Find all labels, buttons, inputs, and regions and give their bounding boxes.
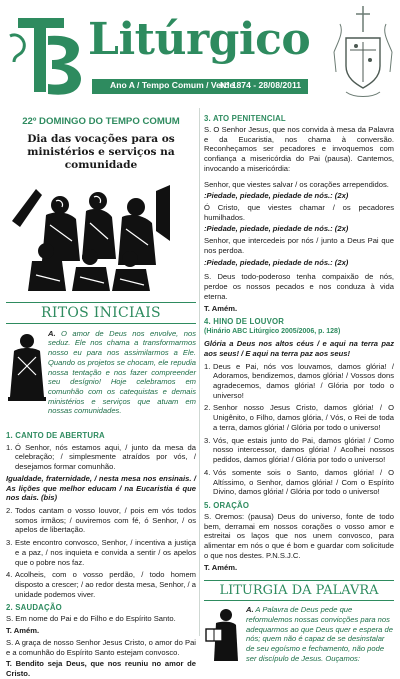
column-divider xyxy=(199,108,200,636)
hino-verse-2-text: Senhor nosso Jesus Cristo, damos glória! / O Unigênito, o Filho, damos glória, / Vós, o Rei de toda a terra, damos glória! / Glória por todo o universo! xyxy=(213,403,394,432)
coat-of-arms-logo xyxy=(330,2,396,102)
canto-abertura-heading: 1. CANTO DE ABERTURA xyxy=(6,430,105,440)
right-column xyxy=(204,110,394,669)
edition-bar xyxy=(92,79,308,94)
year-label: Ano A / Tempo Comum / Verde xyxy=(110,80,235,90)
ato-response-1: :Piedade, piedade, piedade de nós.: (2x) xyxy=(204,191,349,201)
canto-verse-3: 3. Este encontro convosco, Senhor, / incentiva a justiça e a paz, / nos inquieta e convida a sentir / os apelos que o pobre nos faz. xyxy=(6,538,196,567)
intro-commentary xyxy=(48,329,196,416)
oracao-response: T. Amém. xyxy=(204,562,238,572)
saudacao-line-2: T. Amém. xyxy=(6,626,40,636)
hino-reference: (Hinário ABC Litúrgico 2005/2006, p. 128) xyxy=(204,328,341,336)
masthead-title: Litúrgico xyxy=(88,14,311,65)
canto-verse-2: 2. Todos cantam o vosso louvor, / pois em vós todos somos irmãos; / ouviremos com fé, ó Senhor, / os apelos de libertação. xyxy=(6,506,196,535)
canto-verse-2-text: Todos cantam o vosso louvor, / pois em vós todos somos irmãos; / ouviremos com fé, ó Senhor, / os apelos de libertação. xyxy=(15,506,196,535)
ato-line-4: Senhor, que intercedeis por nós / junto a Deus Pai que nos perdoa. xyxy=(204,236,394,255)
saudacao-line-4: T. Bendito seja Deus, que nos reuniu no amor de Cristo. xyxy=(6,659,196,679)
oracao-text: S. Oremos: (pausa) Deus do universo, fonte de todo bem, derramai em nossos corações o vosso amor e estreitai os laços que nos unem convosco, para alimentar em nós o que é bom e guardar com solicitude o que nos destes. P.N.S.J.C. xyxy=(204,511,394,560)
ato-response-3: :Piedade, piedade, piedade de nós.: (2x) xyxy=(204,257,349,267)
hino-verse-1-text: Deus e Pai, nós vos louvamos, damos glória! / Adoramos, bendizemos, damos glória! / Vossos dons agradecemos, damos glória! / Glória por todo o universo! xyxy=(213,361,394,400)
woodcut-illustration xyxy=(6,181,174,293)
issue-label: Nº 1874 - 28/08/2011 xyxy=(220,80,302,90)
oracao-heading: 5. ORAÇÃO xyxy=(204,500,250,510)
masthead-header xyxy=(0,0,400,102)
tb-monogram-logo xyxy=(4,6,92,98)
intro-block xyxy=(6,329,196,427)
reader-figure-icon xyxy=(204,605,244,665)
liturgia-palavra-heading: LITURGIA DA PALAVRA xyxy=(204,580,394,601)
canto-refrain: Igualdade, fraternidade, / nesta mesa nos ensinais. / As lições que melhor educam / na Eucaristia é que nos dais. (bis) xyxy=(6,473,196,503)
hino-verse-4-text: Vós somente sois o Santo, damos glória! / O Altíssimo, o Senhor, damos glória! / Com o Espírito Divino, damos glória! / Glória por todo o universo! xyxy=(213,467,394,497)
hino-verse-4: 4. Vós somente sois o Santo, damos glória! / O Altíssimo, o Senhor, damos glória! / Com o Espírito Divino, damos glória! / Glória por todo o universo! xyxy=(204,467,394,497)
liturgia-speaker: A. xyxy=(246,605,254,615)
intro-text: O amor de Deus nos envolve, nos seduz. Ele nos chama a transformarmos nosso eu para nos assimilarmos a Ele. Quando os projetos se chocam, ele repudia nossa tentação e nos fazer compreender seu desígnio! Hoje celebramos em comunhão com os catequistas e demais ministérios e serviços que atuam em nossas comunidades. xyxy=(48,328,196,416)
hino-verse-1: 1. Deus e Pai, nós vos louvamos, damos glória! / Adoramos, bendizemos, damos glória! / Vossos dons agradecemos, damos glória! / Glória por todo o universo! xyxy=(204,361,394,400)
ato-line-2: Senhor, que viestes salvar / os corações arrependidos. xyxy=(204,179,389,189)
hino-verse-2: 2. Senhor nosso Jesus Cristo, damos glória! / O Unigênito, o Filho, damos glória, / Vós, o Rei de toda a terra, damos glória! / Glória por todo o universo! xyxy=(204,403,394,432)
liturgia-intro-block xyxy=(204,605,394,669)
hino-verse-3: 3. Vós, que estais junto do Pai, damos glória! / Como nosso intercessor, damos glória! / Acolhei nossos pedidos, damos glória! / Glória por todo o universo! xyxy=(204,435,394,465)
saudacao-heading: 2. SAUDAÇÃO xyxy=(6,603,62,613)
saudacao-line-1: S. Em nome do Pai e do Filho e do Espírito Santo. xyxy=(6,614,176,624)
hino-louvor-heading: 4. HINO DE LOUVOR xyxy=(204,317,285,327)
celebrant-figure-icon xyxy=(6,329,48,403)
hino-verse-3-text: Vós, que estais junto do Pai, damos glória! / Como nosso intercessor, damos glória! / Acolhei nossos pedidos, damos glória! / Glória por todo o universo! xyxy=(213,435,394,465)
canto-verse-4: 4. Acolheis, com o vosso perdão, / todo homem disposto a crescer; / ao redor desta mesa, Senhor, / a unidade podemos viver. xyxy=(6,570,196,599)
ato-response-2: :Piedade, piedade, piedade de nós.: (2x) xyxy=(204,224,349,234)
ato-line-6: T. Amém. xyxy=(204,303,238,313)
ato-penitencial-heading: 3. ATO PENITENCIAL xyxy=(204,114,286,123)
ritos-iniciais-heading: RITOS INICIAIS xyxy=(6,302,196,324)
sunday-heading: 22º DOMINGO DO TEMPO COMUM xyxy=(22,116,180,127)
saudacao-line-3: S. A graça de nosso Senhor Jesus Cristo, o amor do Pai e a comunhão do Espírito Santo estejam convosco. xyxy=(6,637,196,657)
canto-verse-3-text: Este encontro convosco, Senhor, / incentiva a justiça e a paz, / nos inquieta e convida a sentir / os apelos que o pobre nos faz. xyxy=(15,538,196,567)
ato-line-3: Ó Cristo, que viestes chamar / os pecadores humilhados. xyxy=(204,203,394,222)
canto-verse-1-text: Ó Senhor, nós estamos aqui, / junto da mesa da celebração; / simplesmente atraídos por vós, / desejamos formar comunhão. xyxy=(15,442,196,472)
theme-heading: Dia das vocações para os ministérios e serviços na comunidade xyxy=(27,133,175,172)
hino-refrain: Glória a Deus nos altos céus / e aqui na terra paz aos seus! / E aqui na terra paz aos seus! xyxy=(204,339,394,358)
intro-speaker: A. xyxy=(48,328,56,338)
left-column xyxy=(6,110,196,679)
liturgia-text: A Palavra de Deus pede que reformulemos nossas convicções para nos adequarmos ao que Deus quer e espera de nós; quem não é capaz de se desinstalar de seu egoísmo e fechamento, não pode ser discípulo de Jesus. Ouçamos: xyxy=(246,605,393,663)
liturgia-commentary xyxy=(246,605,394,663)
ato-line-5: S. Deus todo-poderoso tenha compaixão de nós, perdoe os nossos pecados e nos conduza à vida eterna. xyxy=(204,272,394,301)
canto-verse-4-text: Acolheis, com o vosso perdão, / todo homem disposto a crescer; / ao redor desta mesa, Senhor, / a unidade podemos viver. xyxy=(15,570,196,599)
ato-line-1: S. O Senhor Jesus, que nos convida à mesa da Palavra e da Eucaristia, nos chama à conversão. Reconheçamos ser pecadores e invoquemos com confiança a misericórdia do Pai (pausa). Cantemos, invocando a misericórdia: xyxy=(204,125,394,173)
canto-verse-1: 1. Ó Senhor, nós estamos aqui, / junto da mesa da celebração; / simplesmente atraídos por vós, / desejamos formar comunhão. xyxy=(6,442,196,472)
